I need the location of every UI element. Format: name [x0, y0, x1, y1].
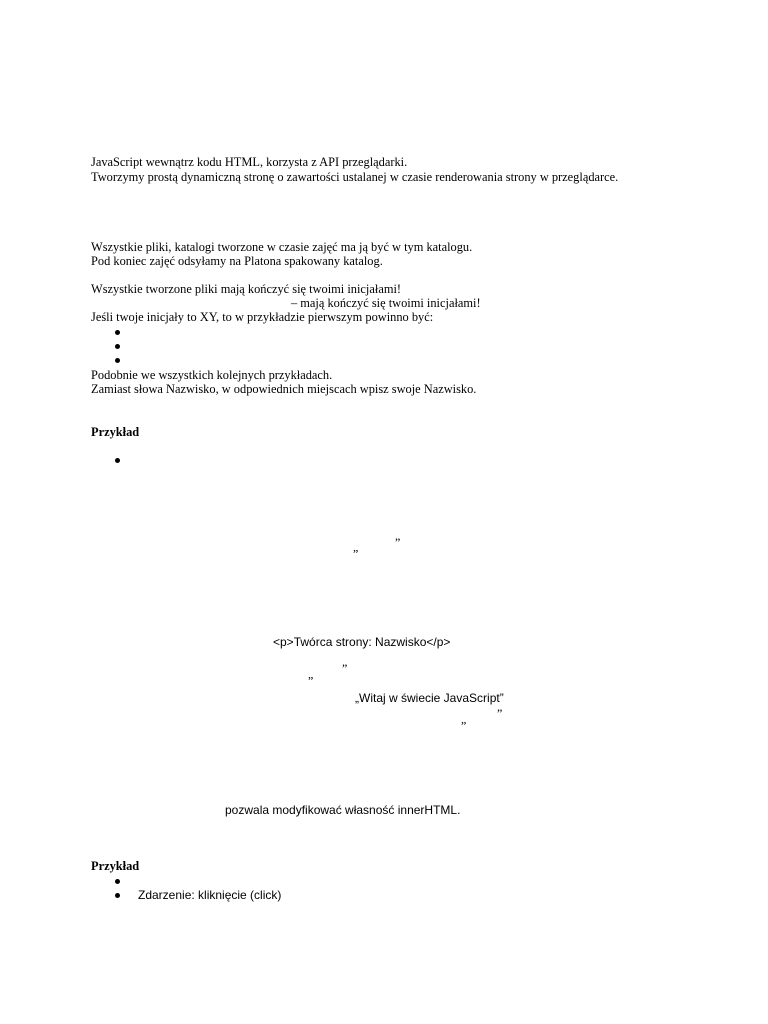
innerhtml-line: pozwala modyfikować własność innerHTML. — [225, 803, 461, 817]
example-heading: Przykład — [91, 425, 140, 439]
similarly-line-2: Zamiast słowa Nazwisko, w odpowiednich miejscach wpisz swoje Nazwisko. — [91, 382, 477, 396]
list-bullet — [115, 358, 120, 363]
list-bullet — [115, 344, 120, 349]
list-bullet — [115, 330, 120, 335]
files-line-1: Wszystkie pliki, katalogi tworzone w czasie zajęć ma ją być w tym katalogu. — [91, 240, 473, 254]
event-item: Zdarzenie: kliknięcie (click) — [138, 888, 282, 902]
author-tag-line: <p>Twórca strony: Nazwisko</p> — [273, 635, 451, 649]
initials-line-2: – mają kończyć się twoimi inicjałami! — [291, 296, 481, 310]
open-quote: „ — [308, 667, 314, 681]
open-quote: „ — [353, 540, 359, 554]
intro-line-1: JavaScript wewnątrz kodu HTML, korzysta z API przeglądarki. — [91, 155, 408, 169]
initials-line-3: Jeśli twoje inicjały to XY, to w przykładzie pierwszym powinno być: — [91, 310, 434, 324]
close-quote: ” — [497, 706, 503, 720]
welcome-string: „Witaj w świecie JavaScript” — [355, 691, 504, 705]
close-quote: ” — [395, 535, 401, 549]
list-bullet — [115, 879, 120, 884]
list-bullet — [115, 893, 120, 898]
similarly-line-1: Podobnie we wszystkich kolejnych przykładach. — [91, 368, 333, 382]
files-line-2: Pod koniec zajęć odsyłamy na Platona spakowany katalog. — [91, 254, 383, 268]
list-bullet — [115, 458, 120, 463]
intro-line-2: Tworzymy prostą dynamiczną stronę o zawartości ustalanej w czasie renderowania strony w przeglądarce. — [91, 170, 619, 184]
close-quote: ” — [342, 661, 348, 675]
initials-line-1: Wszystkie tworzone pliki mają kończyć się twoimi inicjałami! — [91, 282, 402, 296]
example-heading: Przykład — [91, 859, 140, 873]
open-quote: „ — [461, 712, 467, 726]
